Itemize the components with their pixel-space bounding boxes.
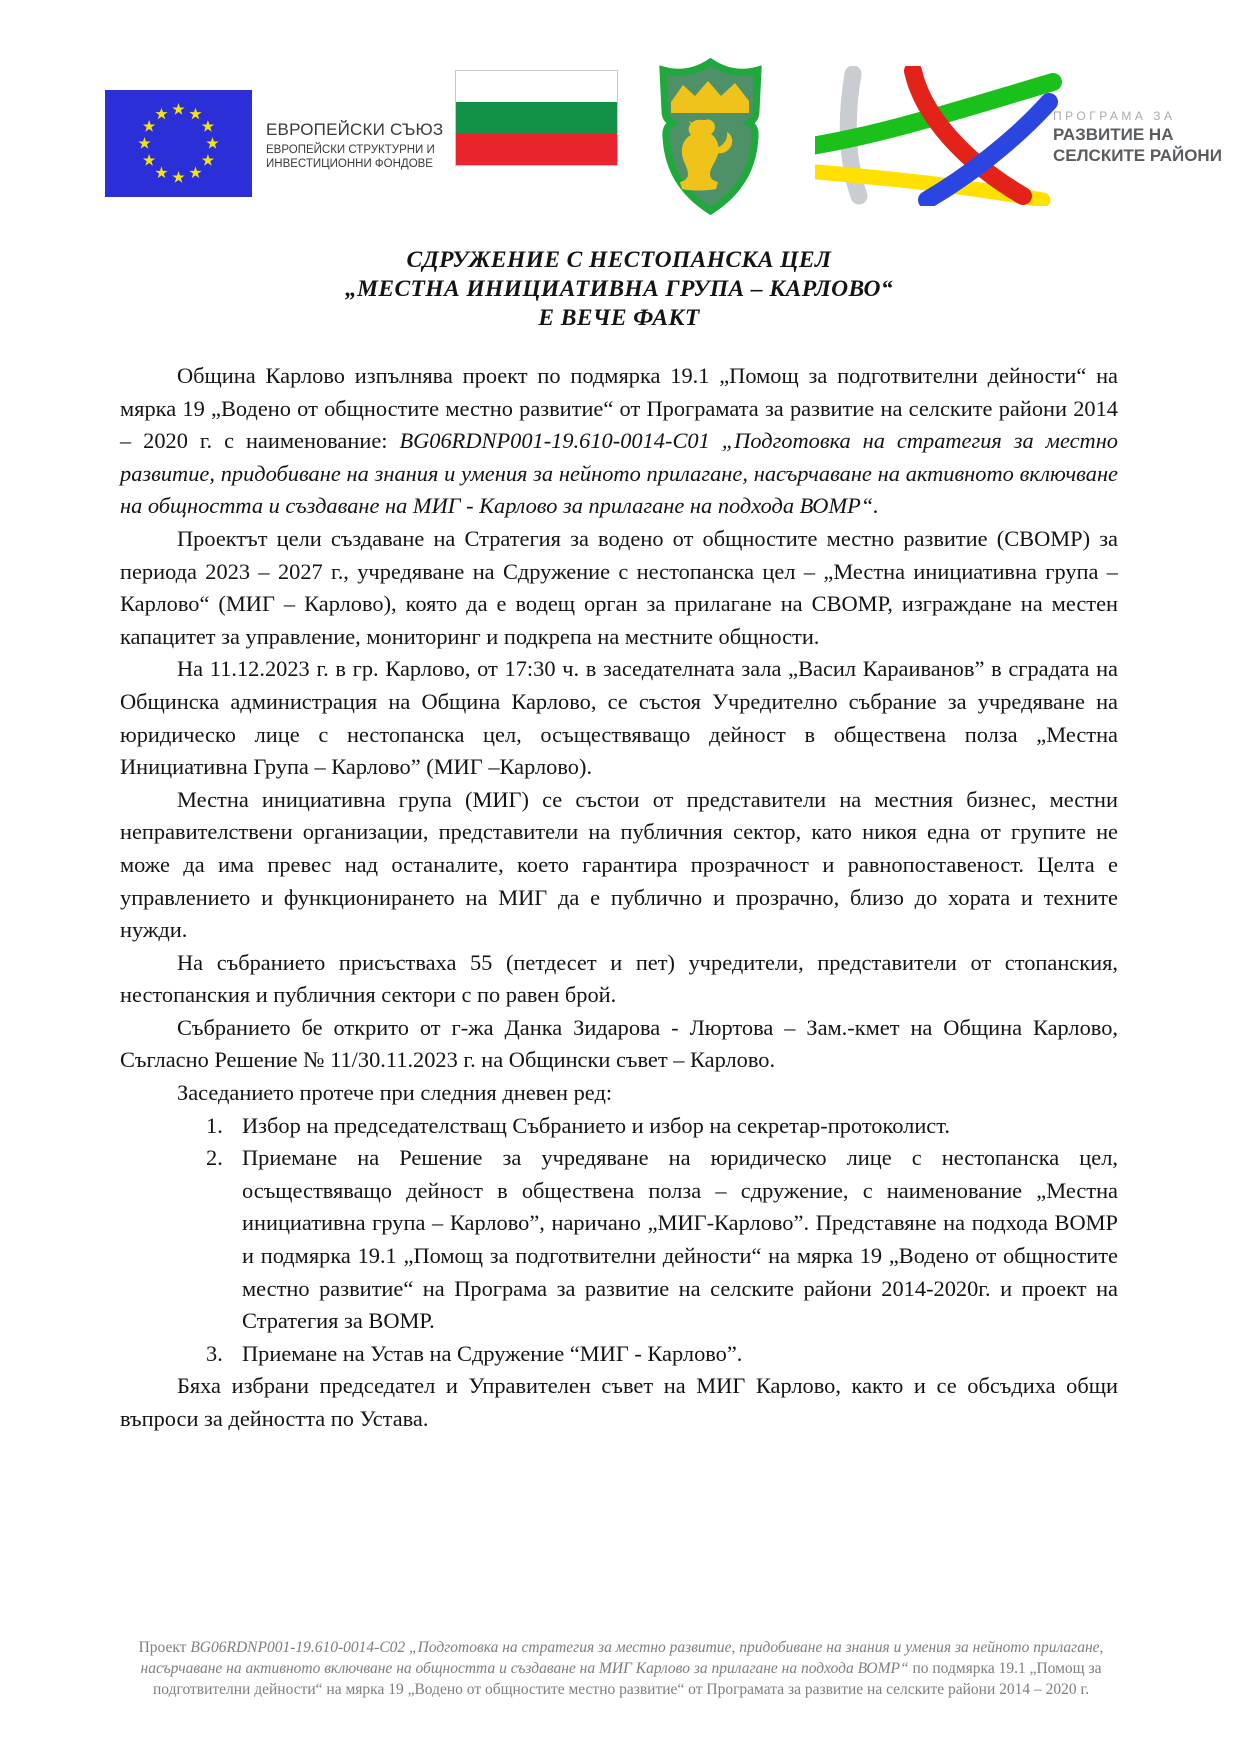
eu-investment-label: ИНВЕСТИЦИОННИ ФОНДОВЕ <box>266 158 433 170</box>
paragraph-project <box>120 360 1118 523</box>
rdp-label <box>1053 108 1222 166</box>
karlovo-coat-of-arms-icon <box>653 56 768 218</box>
bulgaria-flag-red-stripe <box>456 134 617 165</box>
paragraph-founding-meeting: На 11.12.2023 г. в гр. Карлово, от 17:30 ч. в заседателната зала „Васил Караиванов” в сградата на Общинска администрация на Община Карлово, се състоя Учредително събрание за учредяване на юридическо лице с нестопанска цел, осъществяващо дейност в обществена полза „Местна Инициативна Група – Карлово” (МИГ –Карлово). <box>120 656 1118 780</box>
rdp-ribbons-icon <box>815 66 1065 206</box>
rdp-label-line2: РАЗВИТИЕ НА <box>1053 125 1174 144</box>
footer-programme-text: по подмярка 19.1 „Помощ за подготвителни дейности“ на мярка 19 „Водено от общностите местно развитие“ от Програмата за развитие на селските райони 2014 – 2020 г. <box>152 1659 1102 1698</box>
footer-note <box>115 1638 1127 1700</box>
rdp-label-line3: СЕЛСКИТЕ РАЙОНИ <box>1053 146 1222 165</box>
bulgaria-flag-icon <box>455 70 618 166</box>
agenda-item-1 <box>200 1110 1118 1143</box>
paragraph-project-normal: Община Карлово изпълнява проект по подмярка 19.1 „Помощ за подготвителни дейности“ на мярка 19 „Водено от общностите местно развитие“ от Програмата за развитие на селските райони 2014 – 2020 г. с наименование: <box>120 363 1118 454</box>
agenda-item-1-text: Избор на председателстващ Събранието и избор на секретар-протоколист. <box>242 1112 950 1138</box>
agenda-item-2 <box>200 1142 1118 1338</box>
paragraph-agenda-intro: Заседанието протече при следния дневен ред: <box>177 1080 613 1106</box>
header-logos <box>0 0 1241 240</box>
eu-flag-icon <box>105 90 252 197</box>
paragraph-mig-composition: Местна инициативна група (МИГ) се състои от представители на местния бизнес, местни неправителствени организации, представители на публичния сектор, като никоя една от групите не може да има превес над останалите, което гарантира прозрачност и равнопоставеност. Целта е управлението и функционирането на МИГ да е публично и прозрачно, близо до хората и техните нужди. <box>120 786 1118 943</box>
title-line-1: СДРУЖЕНИЕ С НЕСТОПАНСКА ЦЕЛ <box>406 247 832 273</box>
paragraph-project-name-italic: BG06RDNP001-19.610-0014-C01 „Подготовка на стратегия за местно развитие, придобиване на знания и умения за нейното прилагане, насърчаване на активното включване на общността и създаване на МИГ - Карлово за прилагане на подхода ВОМР“. <box>120 428 1118 519</box>
eu-structural-label: ЕВРОПЕЙСКИ СТРУКТУРНИ И <box>266 144 435 156</box>
footer-project-name-italic: BG06RDNP001-19.610-0014-C02 „Подготовка на стратегия за местно развитие, придобиване на знания и умения за нейното прилагане, насърчаване на активното включване на общността и създаване на МИГ Карлово за прилагане на подхода ВОМР“ <box>140 1639 1104 1677</box>
agenda-item-3 <box>200 1338 1118 1371</box>
paragraph-opening: Събранието бе открито от г-жа Данка Зидарова - Люртова – Зам.-кмет на Община Карлово, Съгласно Решение № 11/30.11.2023 г. на Общински съвет – Карлово. <box>120 1014 1118 1073</box>
paragraph-goal: Проектът цели създаване на Стратегия за водено от общностите местно развитие (СВОМР) за периода 2023 – 2027 г., учредяване на Сдружение с нестопанска цел – „Местна инициативна група – Карлово“ (МИГ – Карлово), която да е водещ орган за прилагане на СВОМР, изграждане на местен капацитет за управление, мониторинг и подкрепа на местните общности. <box>120 525 1118 649</box>
agenda-item-3-text: Приемане на Устав на Сдружение “МИГ - Карлово”. <box>242 1340 743 1366</box>
document-title <box>120 246 1118 333</box>
rural-development-programme-logo <box>815 66 1241 206</box>
eu-funds-label <box>266 120 456 171</box>
eu-union-label: ЕВРОПЕЙСКИ СЪЮЗ <box>266 120 444 139</box>
agenda-item-2-text: Приемане на Решение за учредяване на юридическо лице с нестопанска цел, осъществяващо дейност в обществена полза – сдружение, с наименование „Местна инициативна група – Карлово”, наричано „МИГ-Карлово”. Представяне на подхода ВОМР и подмярка 19.1 „Помощ за подготвителни дейности“ на мярка 19 „Водено от общностите местно развитие“ на Програма за развитие на селските райони 2014-2020г. и проект на Стратегия за ВОМР. <box>242 1145 1118 1334</box>
paragraph-elected-board: Бяха избрани председател и Управителен съвет на МИГ Карлово, както и се обсъдиха общи въпроси за дейността по Устава. <box>120 1373 1118 1431</box>
rdp-label-line1: ПРОГРАМА ЗА <box>1053 109 1176 123</box>
bulgaria-flag-green-stripe <box>456 102 617 133</box>
document-body <box>120 246 1118 1436</box>
title-line-2: „МЕСТНА ИНИЦИАТИВНА ГРУПА – КАРЛОВО“ <box>344 276 894 302</box>
agenda-item-3-number: 3. <box>206 1340 223 1366</box>
footer-project-label: Проект <box>138 1639 191 1656</box>
title-line-3: Е ВЕЧЕ ФАКТ <box>538 305 700 331</box>
agenda-item-2-number: 2. <box>206 1145 223 1171</box>
bulgaria-flag-white-stripe <box>456 71 617 102</box>
paragraph-attendance: На събранието присъстваха 55 (петдесет и пет) учредители, представители от стопанския, нестопанския и публичния сектори с по равен брой. <box>120 949 1118 1008</box>
agenda-list <box>120 1110 1118 1371</box>
agenda-item-1-number: 1. <box>206 1112 223 1138</box>
